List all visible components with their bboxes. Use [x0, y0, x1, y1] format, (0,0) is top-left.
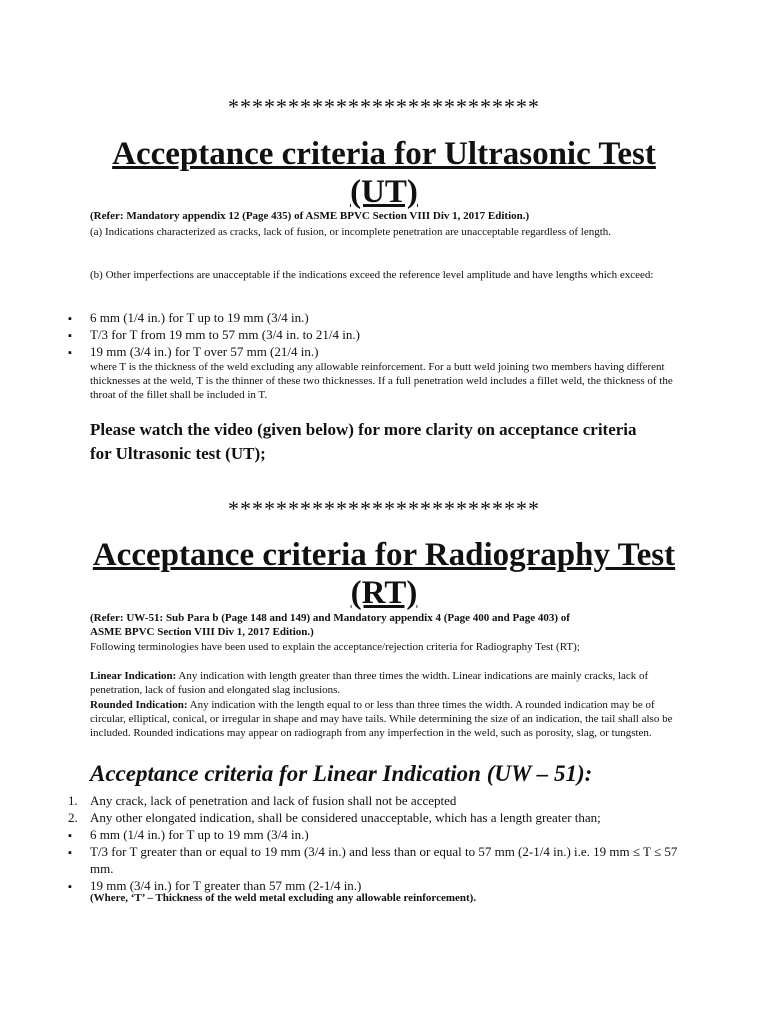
rounded-indication-label: Rounded Indication: [90, 699, 188, 711]
ut-bullet-list [68, 309, 680, 360]
linear-indication-label: Linear Indication: [90, 670, 177, 682]
linear-criteria-heading: Acceptance criteria for Linear Indication (UW – 51): [90, 761, 593, 786]
list-number: 1. [68, 793, 78, 808]
rt-rounded-indication: Rounded Indication: Any indication with the length equal to or less than three times the width. A rounded indication may be of circular, elliptical, conical, or irregular in shape and may have tails. While determining the size of an indication, the tail shall also be included. Rounded indications may appear on radiograph from any imperfection in the weld, such as porosity, slag, or tungsten. [90, 699, 673, 739]
separator-stars: ************************** [228, 94, 540, 119]
rt-intro: Following terminologies have been used to explain the acceptance/rejection criteria for Radiography Test (RT); [90, 641, 580, 653]
ut-refer: (Refer: Mandatory appendix 12 (Page 435) of ASME BPVC Section VIII Div 1, 2017 Edition.) [90, 210, 530, 222]
rt-title-line2: (RT) [350, 575, 418, 611]
ut-watch-note: Please watch the video (given below) for more clarity on acceptance criteria for Ultrasonic test (UT); [90, 420, 637, 463]
bullet-icon [68, 343, 82, 362]
list-item: ▪ 19 mm (3/4 in.) for T greater than 57 mm (2-1/4 in.) [68, 877, 680, 894]
rt-refer: (Refer: UW-51: Sub Para b (Page 148 and 149) and Mandatory appendix 4 (Page 400 and Page 403) of ASME BPVC Section VIII Div 1, 2017 Edition.) [90, 612, 570, 638]
list-item: ▪ 6 mm (1/4 in.) for T up to 19 mm (3/4 in.) [68, 309, 680, 326]
list-item: 2. Any other elongated indication, shall be considered unacceptable, which has a length greater than; [68, 810, 601, 825]
list-item: 1. Any crack, lack of penetration and lack of fusion shall not be accepted [68, 793, 457, 808]
separator-stars: ************************** [228, 496, 540, 521]
ut-title [60, 135, 708, 211]
linear-criteria-list [68, 792, 680, 894]
list-item: ▪ T/3 for T from 19 mm to 57 mm (3/4 in. to 21/4 in.) [68, 326, 680, 343]
bullet-icon [68, 877, 82, 896]
list-number: 2. [68, 810, 78, 825]
rt-title-line1: Acceptance criteria for Radiography Test [92, 537, 676, 573]
rt-title [60, 536, 708, 612]
list-item: ▪ T/3 for T greater than or equal to 19 mm (3/4 in.) and less than or equal to 57 mm (2-1/4 in.) i.e. 19 mm ≤ T ≤ 57 mm. [68, 843, 680, 877]
ut-para-b: (b) Other imperfections are unacceptable if the indications exceed the reference level amplitude and have lengths which exceed: [90, 269, 654, 281]
list-item: ▪ 19 mm (3/4 in.) for T over 57 mm (21/4 in.) [68, 343, 680, 360]
rt-linear-indication: Linear Indication: Any indication with length greater than three times the width. Linear indications are mainly cracks, lack of penetration, lack of fusion and elongated slag inclusions. [90, 670, 649, 696]
ut-para-a: (a) Indications characterized as cracks, lack of fusion, or incomplete penetration are unacceptable regardless of length. [90, 226, 612, 238]
linear-where-note: (Where, ‘T’ – Thickness of the weld metal excluding any allowable reinforcement). [90, 892, 477, 904]
list-item: ▪ 6 mm (1/4 in.) for T up to 19 mm (3/4 in.) [68, 826, 680, 843]
ut-title-line1: Acceptance criteria for Ultrasonic Test [112, 136, 656, 172]
ut-title-line2: (UT) [350, 174, 418, 210]
bullet-icon [68, 843, 82, 862]
ut-where-note: where T is the thickness of the weld excluding any allowable reinforcement. For a butt weld joining two members having different thicknesses at the weld, T is the thinner of these two thicknesses. If a full penetration weld includes a fillet weld, the thickness of the throat of the fillet shall be included in T. [90, 361, 673, 401]
